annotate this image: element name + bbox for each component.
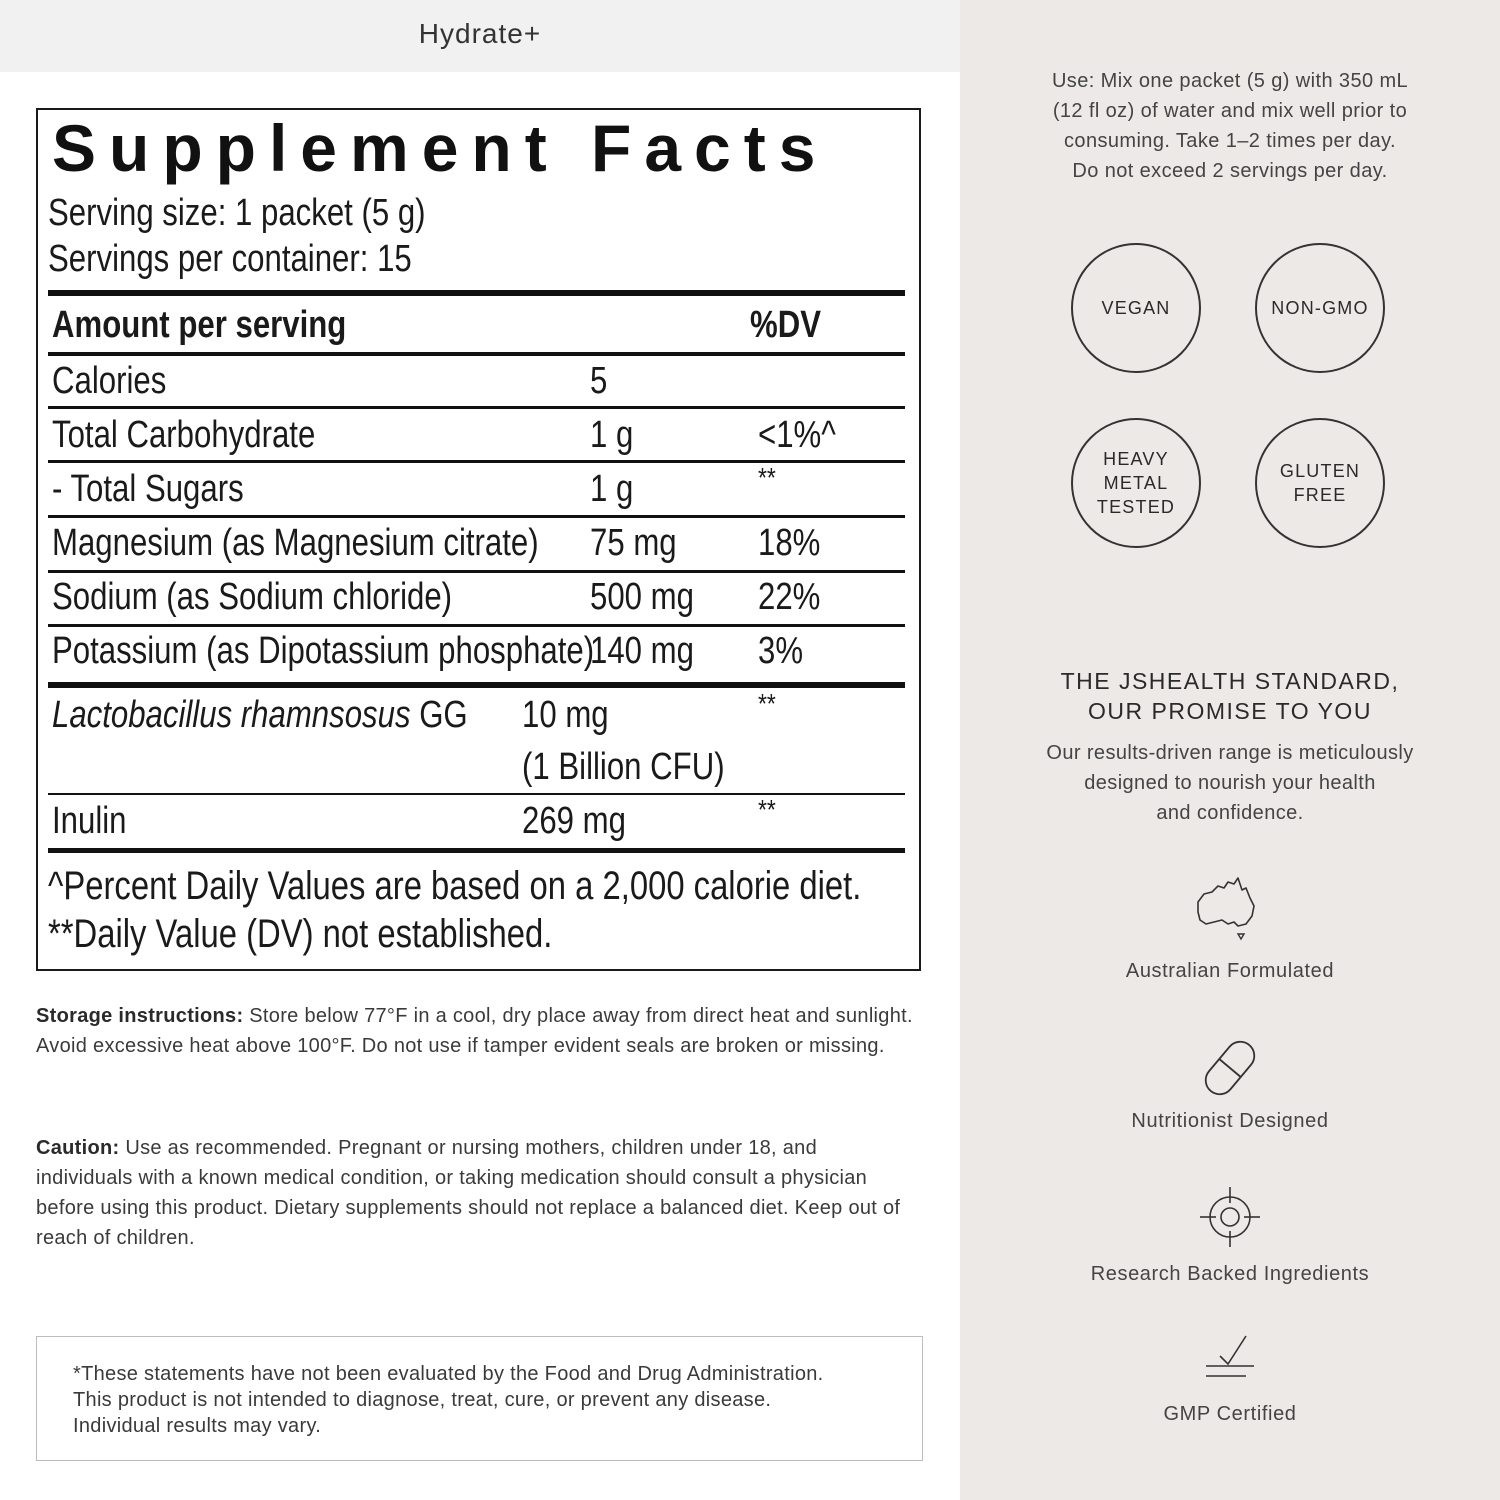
storage-instructions [36, 1001, 926, 1061]
thick-rule [48, 682, 905, 688]
usage-line-1: Use: Mix one packet (5 g) with 350 mL [1051, 70, 1409, 92]
row-carb-dv: <1%^ [758, 414, 836, 456]
row-probiotic-dv: ** [758, 688, 776, 719]
standard-body: Our results-driven range is meticulously designed to nourish your health and confidence. [1046, 742, 1414, 824]
row-rule [48, 624, 905, 627]
probiotic-strain: GG [410, 694, 468, 736]
storage-text: Store below 77°F in a cool, dry place away from direct heat and sunlight. Avoid excessive heat above 100°F. Do not use if tamper evident seals are broken or missing. [36, 1005, 913, 1057]
usage-line-4: Do not exceed 2 servings per day. [1072, 160, 1388, 182]
amount-per-serving-header: Amount per serving [52, 304, 347, 346]
row-potassium-name: Potassium (as Dipotassium phosphate) [52, 630, 595, 672]
row-probiotic-amount: 10 mg [522, 694, 609, 736]
row-sodium-name: Sodium (as Sodium chloride) [52, 576, 453, 618]
row-potassium-dv: 3% [758, 630, 804, 672]
usage-directions [960, 66, 1500, 186]
thick-rule [48, 290, 905, 296]
thick-rule [48, 848, 905, 853]
feature-label-gmp-certified: GMP Certified [1163, 1403, 1297, 1425]
row-potassium-amount: 140 mg [590, 630, 694, 672]
medium-rule [48, 352, 905, 356]
row-sodium-dv: 22% [758, 576, 821, 618]
row-calories-name: Calories [52, 360, 167, 402]
product-title: Hydrate+ [418, 18, 542, 49]
row-rule [48, 406, 905, 409]
row-rule [48, 460, 905, 463]
vegan-badge: VEGAN [1071, 243, 1201, 373]
heavy-metal-tested-badge: HEAVY METAL TESTED [1071, 418, 1201, 548]
signature-check-icon [1190, 1322, 1270, 1402]
row-carb-name: Total Carbohydrate [52, 414, 316, 456]
caution-label: Caution: [36, 1137, 120, 1159]
capsule-icon [1190, 1028, 1270, 1108]
row-sugars-amount: 1 g [590, 468, 634, 510]
serving-size: Serving size: 1 packet (5 g) [48, 192, 426, 234]
row-calories-amount: 5 [590, 360, 608, 402]
australia-map-icon [1190, 868, 1270, 948]
row-inulin-dv: ** [758, 794, 776, 825]
row-rule [48, 570, 905, 573]
fda-disclaimer: *These statements have not been evaluated by the Food and Drug Administration. This product is not intended to diagnose, treat, cure, or prevent any disease. Individual results may vary. [73, 1363, 824, 1437]
facts-title: Supplement Facts [52, 111, 829, 185]
non-gmo-badge: NON-GMO [1255, 243, 1385, 373]
dv-header: %DV [750, 304, 821, 346]
row-sodium-amount: 500 mg [590, 576, 694, 618]
row-inulin-amount: 269 mg [522, 800, 626, 842]
row-magnesium-name: Magnesium (as Magnesium citrate) [52, 522, 539, 564]
feature-label-nutritionist-designed: Nutritionist Designed [1131, 1110, 1329, 1132]
supplement-facts-panel [36, 108, 921, 971]
caution [36, 1133, 916, 1253]
standard-title: THE JSHEALTH STANDARD, OUR PROMISE TO YOU [1060, 668, 1400, 724]
row-rule [48, 793, 905, 795]
feature-label-research-backed: Research Backed Ingredients [1090, 1263, 1370, 1285]
row-rule [48, 515, 905, 518]
row-magnesium-amount: 75 mg [590, 522, 677, 564]
row-carb-amount: 1 g [590, 414, 634, 456]
footnote-dv-not-established: **Daily Value (DV) not established. [48, 912, 553, 956]
row-sugars-name: - Total Sugars [52, 468, 244, 510]
feature-label-australian-formulated: Australian Formulated [1125, 960, 1335, 982]
row-inulin-name: Inulin [52, 800, 127, 842]
usage-line-3: consuming. Take 1–2 times per day. [1064, 130, 1396, 152]
servings-per-container: Servings per container: 15 [48, 238, 412, 280]
row-sugars-dv: ** [758, 462, 776, 493]
gluten-free-badge: GLUTEN FREE [1255, 418, 1385, 548]
target-icon [1190, 1177, 1270, 1257]
row-probiotic-name [52, 694, 468, 737]
usage-line-2: (12 fl oz) of water and mix well prior to [1052, 100, 1408, 122]
storage-label: Storage instructions: [36, 1005, 244, 1027]
right-column [960, 0, 1500, 1500]
row-probiotic-amount-cfu: (1 Billion CFU) [522, 746, 725, 788]
probiotic-species: Lactobacillus rhamnsosus [52, 694, 411, 736]
caution-text: Use as recommended. Pregnant or nursing mothers, children under 18, and individuals with a known medical condition, or taking medication should consult a physician before using this product. Dietary supplements should not replace a balanced diet. Keep out of reach of children. [36, 1137, 901, 1249]
fda-disclaimer-box [36, 1336, 923, 1461]
footnote-percent-dv: ^Percent Daily Values are based on a 2,000 calorie diet. [48, 864, 862, 908]
row-magnesium-dv: 18% [758, 522, 821, 564]
